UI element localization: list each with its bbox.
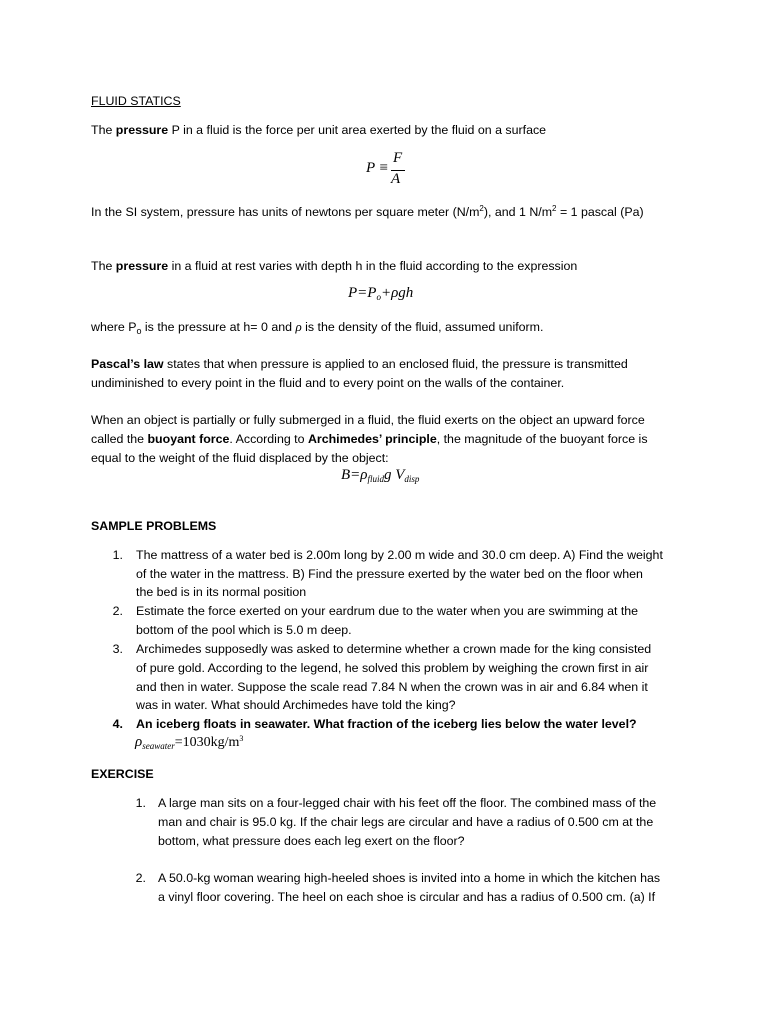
text: In the SI system, pressure has units of newtons per square meter (N/m bbox=[91, 205, 480, 219]
math: g V bbox=[384, 467, 405, 483]
fraction-numerator: F bbox=[393, 150, 403, 166]
subscript: fluid bbox=[367, 474, 384, 484]
density-value: =1030kg/m bbox=[174, 735, 240, 750]
math: =P bbox=[357, 285, 377, 301]
list-item-text: Estimate the force exerted on your eardrum due to the water when you are swimming at the bbox=[136, 604, 639, 618]
list-item-text: A large man sits on a four-legged chair with his feet off the floor. The combined mass of the bbox=[158, 796, 657, 810]
pascal-law-line-1 bbox=[91, 355, 628, 374]
text: P in a fluid is the force per unit area exerted by the fluid on a surface bbox=[168, 123, 547, 137]
term-pressure: pressure bbox=[115, 259, 169, 273]
list-item-text: bottom, what pressure does each leg exert on the floor? bbox=[158, 834, 465, 848]
superscript: 3 bbox=[239, 734, 244, 743]
list-item-text: of pure gold. According to the legend, he solved this problem by weighing the crown first in air bbox=[136, 661, 649, 675]
list-item-text: bottom of the pool which is 5.0 m deep. bbox=[136, 623, 352, 637]
list-item-text: a vinyl floor covering. The heel on each shoe is circular and has a radius of 0.500 cm. (a) If bbox=[158, 890, 656, 904]
sample-problems-heading: SAMPLE PROBLEMS bbox=[91, 519, 217, 533]
pressure-definition bbox=[91, 121, 546, 140]
list-item-text: The mattress of a water bed is 2.00m long by 2.00 m wide and 30.0 cm deep. A) Find the weight bbox=[136, 548, 663, 562]
math: B=ρ bbox=[341, 467, 368, 483]
text: is the pressure at h= 0 and bbox=[141, 320, 296, 334]
superscript: 2 bbox=[479, 204, 484, 213]
text: The bbox=[91, 123, 116, 137]
term-buoyant-force: buoyant force bbox=[147, 432, 230, 446]
list-item-text: of the water in the mattress. B) Find the pressure exerted by the water bed on the floor when bbox=[136, 567, 643, 581]
exercise-heading: EXERCISE bbox=[91, 767, 154, 781]
page-title: FLUID STATICS bbox=[91, 94, 181, 108]
list-item-text: A 50.0-kg woman wearing high-heeled shoes is invited into a home in which the kitchen has bbox=[158, 871, 661, 885]
subscript: o bbox=[136, 326, 142, 336]
fraction-denominator: A bbox=[391, 171, 401, 187]
rho-symbol: ρ bbox=[295, 319, 302, 334]
rho-symbol: ρ bbox=[135, 734, 143, 750]
text: = 1 pascal (Pa) bbox=[556, 205, 644, 219]
math: P bbox=[348, 285, 358, 301]
text: , the magnitude of the buoyant force is bbox=[436, 432, 648, 446]
text: . According to bbox=[229, 432, 308, 446]
hydrostatic-equation bbox=[348, 285, 413, 302]
buoyant-line-2 bbox=[91, 430, 648, 449]
text: ), and 1 N/m bbox=[483, 205, 553, 219]
subscript: disp bbox=[404, 474, 420, 484]
list-item-text: man and chair is 95.0 kg. If the chair legs are circular and have a radius of 0.500 cm at the bbox=[158, 815, 654, 829]
list-item-text: An iceberg floats in seawater. What fraction of the iceberg lies below the water level? bbox=[136, 717, 637, 731]
text: states that when pressure is applied to an enclosed fluid, the pressure is transmitted bbox=[163, 357, 628, 371]
subscript: o bbox=[376, 292, 381, 302]
list-number: 1. bbox=[112, 548, 123, 562]
where-text bbox=[91, 317, 543, 341]
list-item-text: was in water. What should Archimedes have told the king? bbox=[136, 698, 456, 712]
buoyant-equation bbox=[341, 467, 419, 484]
text: in a fluid at rest varies with depth h in the fluid according to the expression bbox=[168, 259, 578, 273]
list-item-text: the bed is in its normal position bbox=[136, 585, 307, 599]
text: The bbox=[91, 259, 116, 273]
list-item-text: Archimedes supposedly was asked to determine whether a crown made for the king consisted bbox=[136, 642, 652, 656]
pressure-equation bbox=[366, 150, 426, 190]
superscript: 2 bbox=[552, 204, 557, 213]
depth-pressure-text bbox=[91, 257, 577, 276]
list-number: 3. bbox=[112, 642, 123, 656]
pascal-law-line-2: undiminished to every point in the fluid and to every point on the walls of the container. bbox=[91, 376, 565, 390]
buoyant-line-3: equal to the weight of the fluid displaced by the object: bbox=[91, 451, 389, 465]
subscript: seawater bbox=[142, 741, 175, 751]
text: called the bbox=[91, 432, 148, 446]
list-number: 2. bbox=[112, 604, 123, 618]
list-number: 2. bbox=[135, 871, 146, 885]
term-pressure: pressure bbox=[115, 123, 169, 137]
equation-lhs: P ≡ bbox=[366, 160, 389, 176]
buoyant-line-1: When an object is partially or fully submerged in a fluid, the fluid exerts on the object an upward force bbox=[91, 413, 645, 427]
term-archimedes-principle: Archimedes’ principle bbox=[307, 432, 437, 446]
term-pascals-law: Pascal’s law bbox=[91, 357, 164, 371]
si-units-text bbox=[91, 199, 644, 222]
list-number: 1. bbox=[135, 796, 146, 810]
list-item-text: and then in water. Suppose the scale read 7.84 N when the crown was in air and 6.84 when it bbox=[136, 680, 648, 694]
text: where P bbox=[91, 320, 137, 334]
math: +ρgh bbox=[380, 285, 414, 301]
text: is the density of the fluid, assumed uniform. bbox=[301, 320, 544, 334]
list-number: 4. bbox=[112, 717, 123, 731]
seawater-density bbox=[135, 734, 243, 751]
